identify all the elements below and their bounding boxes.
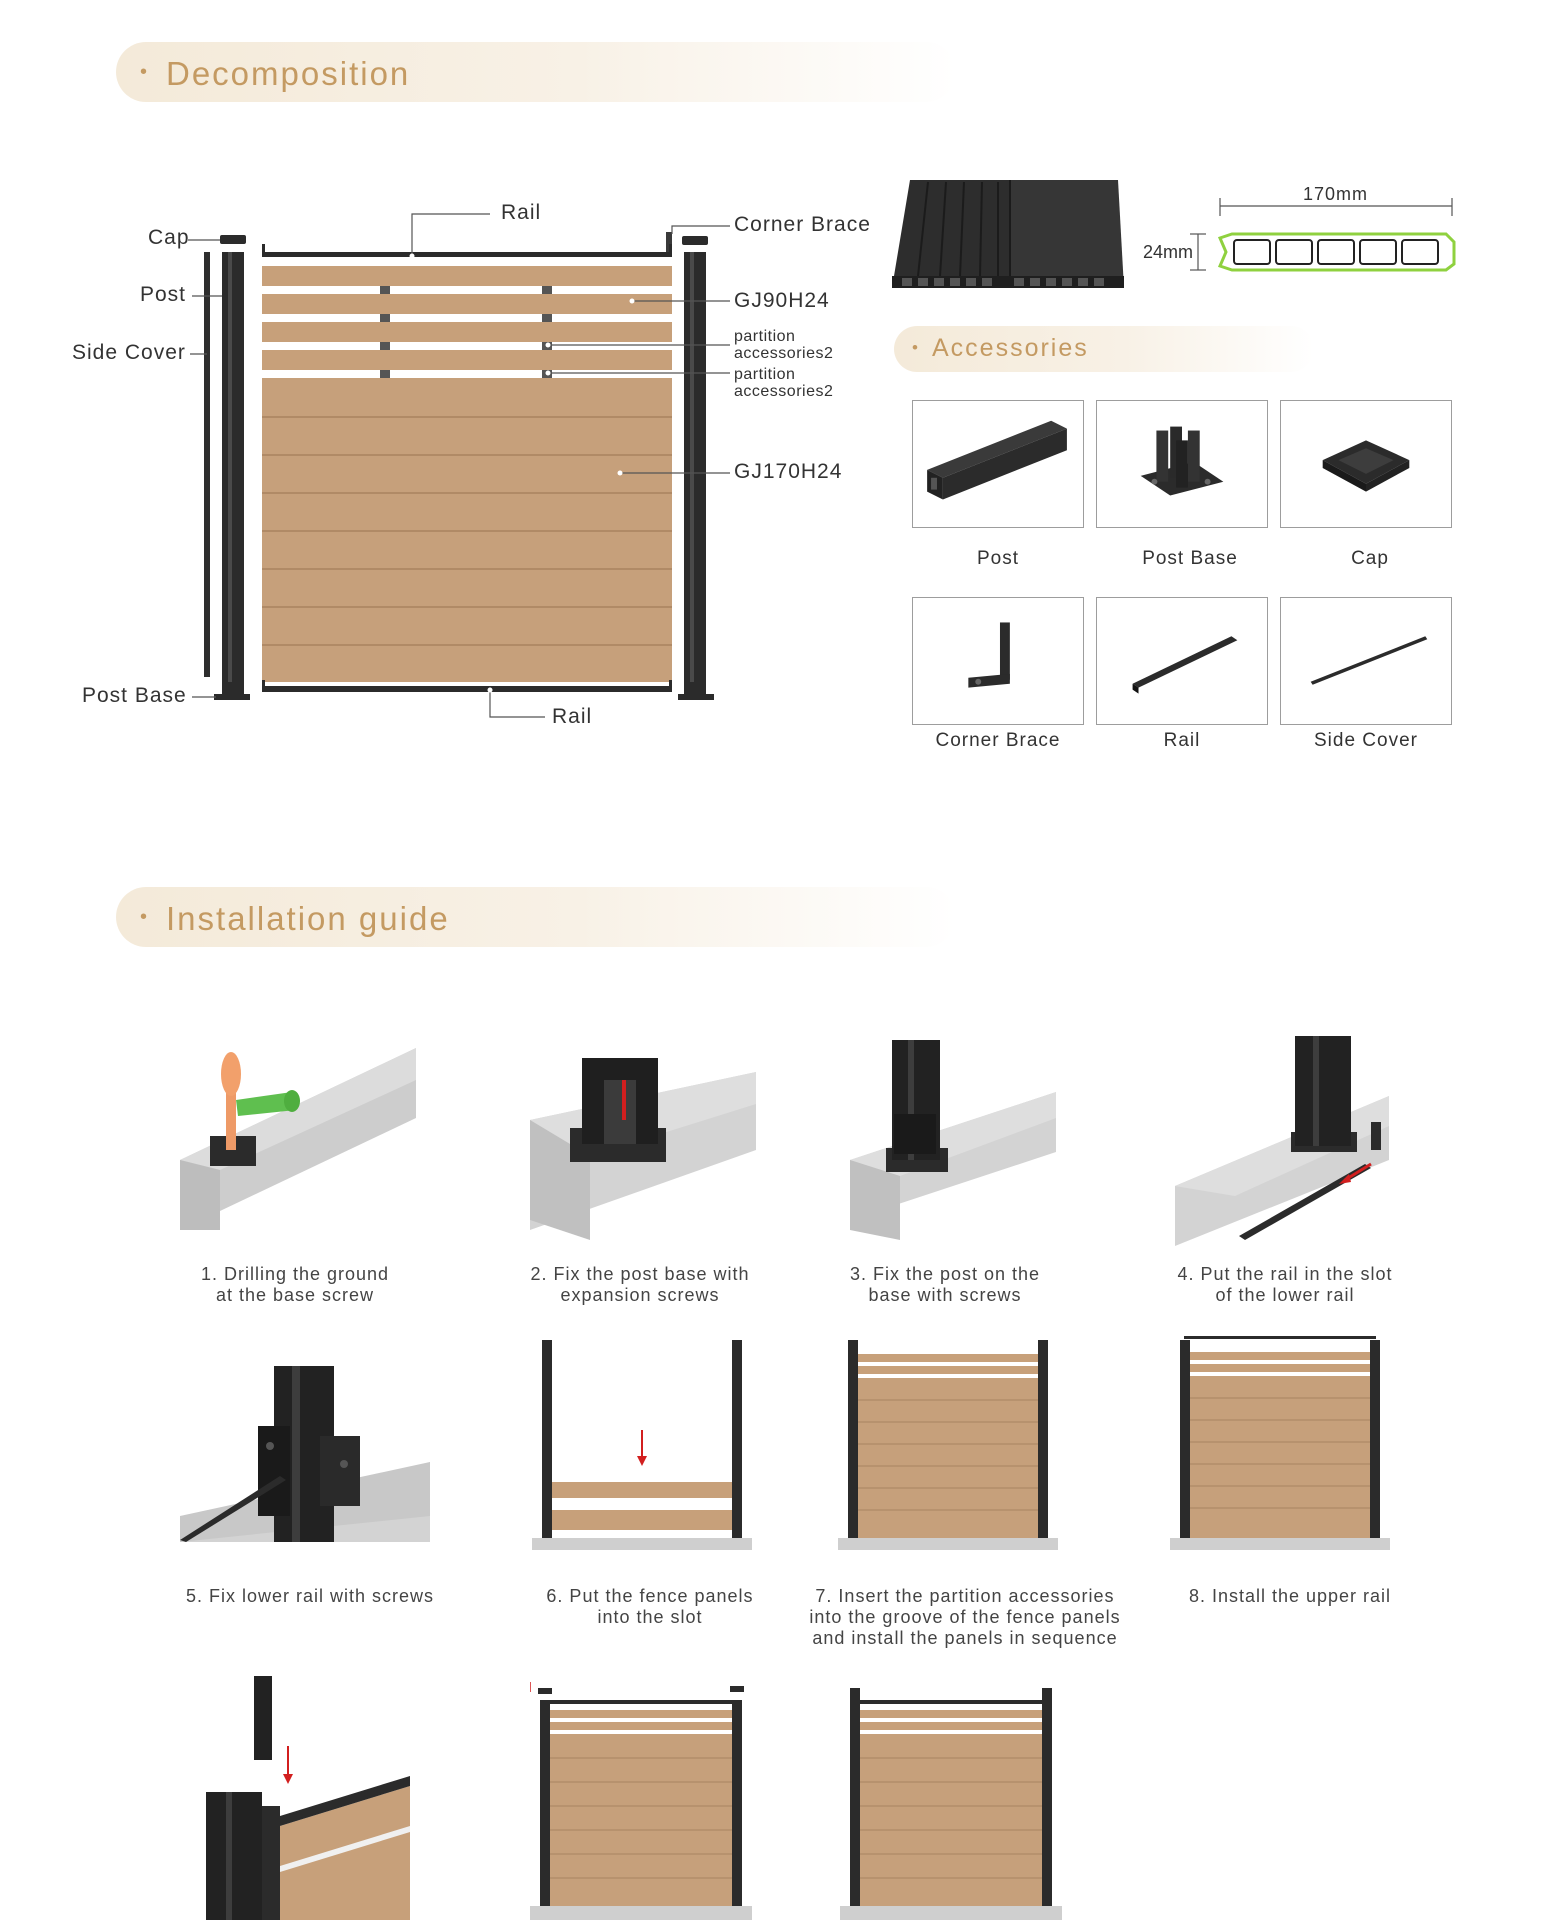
step-10-image [530,1680,752,1920]
label-corner-brace: Corner Brace [734,213,871,236]
installation-title: Installation guide [166,900,450,937]
step-6-image [532,1340,752,1550]
profile-thickness-label: 24mm [1143,242,1194,262]
step-6-caption: 6. Put the fence panels into the slot [546,1586,754,1627]
step-11-image [840,1688,1062,1920]
label-post-base: Post Base [82,684,187,707]
label-partition-1: partition accessories2 [734,328,834,362]
step-3-caption: 3. Fix the post on the base with screws [849,1264,1041,1305]
step-1-image [180,1040,420,1230]
step-8-image [1170,1336,1390,1550]
label-side-cover: Side Cover [72,341,186,364]
accessory-side-cover-image [1280,597,1452,725]
accessories-header [894,326,1314,372]
accessory-post-base-image [1096,400,1268,528]
step-4-image [1175,1036,1395,1246]
profile-width-label: 170mm [1303,184,1369,204]
bullet-icon: • [140,906,148,928]
step-2-caption: 2. Fix the post base with expansion screws [530,1264,750,1305]
accessory-label-post: Post [976,548,1020,569]
accessories-title: Accessories [932,334,1089,362]
installation-header [116,887,956,947]
step-5-caption: 5. Fix lower rail with screws [185,1586,435,1606]
step-1-caption: 1. Drilling the ground at the base screw [200,1264,390,1305]
step-9-image [200,1676,420,1920]
accessory-label-cap: Cap [1351,548,1389,569]
label-rail-bottom: Rail [552,705,593,728]
step-8-caption: 8. Install the upper rail [1188,1586,1392,1606]
step-7-caption: 7. Insert the partition accessories into the groove of the fence panels and install the panels in sequence [809,1586,1121,1648]
label-gj90h24: GJ90H24 [734,289,830,312]
decomposition-title: Decomposition [166,55,411,92]
step-7-image [838,1340,1058,1550]
accessory-label-post-base: Post Base [1142,548,1238,569]
accessory-label-side-cover: Side Cover [1314,730,1418,751]
bullet-icon: • [912,338,918,357]
accessory-cap-image [1280,400,1452,528]
accessory-label-rail: Rail [1163,730,1201,751]
accessory-label-corner-brace: Corner Brace [935,730,1061,751]
accessory-corner-brace-image [912,597,1084,725]
label-cap: Cap [148,226,190,249]
step-3-image [850,1040,1060,1240]
step-5-image [180,1366,430,1542]
accessory-rail-image [1096,597,1268,725]
accessory-post-image [912,400,1084,528]
label-gj170h24: GJ170H24 [734,460,843,483]
label-partition-2: partition accessories2 [734,366,834,400]
board-profile-image [888,176,1458,296]
step-4-caption: 4. Put the rail in the slot of the lower rail [1177,1264,1393,1305]
step-2-image [530,1040,760,1240]
label-post: Post [140,283,187,306]
bullet-icon: • [140,61,148,83]
label-rail-top: Rail [501,201,542,224]
